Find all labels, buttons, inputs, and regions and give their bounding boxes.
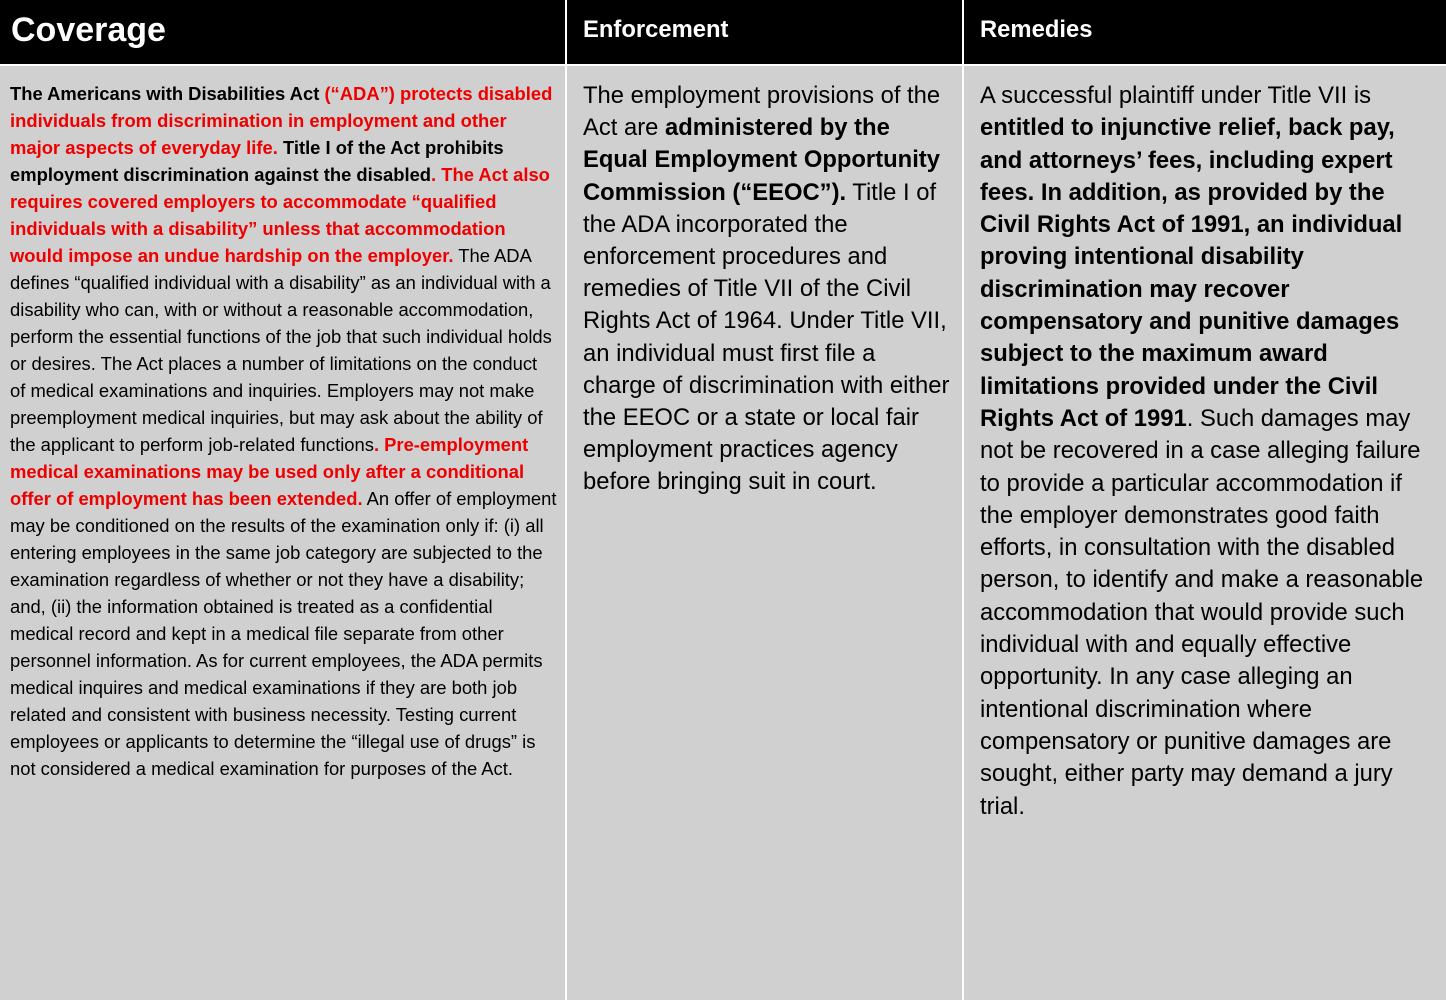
remedies-cell: [964, 66, 1446, 1000]
remedies-text-2: entitled to injunctive relief, back pay, and attorneys’ fees, including expert fees. In addition, as provided by the Civil Rights Act of 1991, an individual proving intentional disability discrimination may recover compensatory and punitive damages subject to the maximum award limitations provided under the Civil Rights Act of 1991: [980, 114, 1403, 432]
remedies-text-1: A successful plaintiff under Title VII is: [980, 82, 1372, 109]
remedies-text-3: . Such damages may not be recovered in a case alleging failure to provide a particular accommodation if the employer demonstrates good faith efforts, in consultation with the disabled person, to identify and make a reasonable accommodation that would provide such individual with and equally effective opportunity. In any case alleging an intentional discrimination where compensatory or punitive damages are sought, either party may demand a jury trial.: [980, 404, 1424, 820]
header-coverage: Coverage: [0, 0, 565, 64]
coverage-text-6: . Pre-employment medical examinations may be used only after a conditional offer of employment has been extended.: [10, 434, 529, 509]
coverage-text-3: Title I of the Act prohibits employment discrimination against the disabled: [10, 137, 504, 185]
coverage-text-5: The ADA defines “qualified individual with a disability” as an individual with a disability who can, with or without a reasonable accommodation, perform the essential functions of the job that such individual holds or desires. The Act places a number of limitations on the conduct of medical examinations and inquiries. Employers may not make preemployment medical inquiries, but may ask about the ability of the applicant to perform job-related functions: [10, 245, 552, 455]
coverage-text-2: (“ADA”) protects disabled individuals from discrimination in employment and other major aspects of everyday life.: [10, 83, 553, 158]
enforcement-text-3: Title I of the ADA incorporated the enforcement procedures and remedies of Title VII of the Civil Rights Act of 1964. Under Title VII, an individual must first file a charge of discrimination with either the EEOC or a state or local fair employment practices agency before bringing suit in court.: [583, 178, 950, 496]
enforcement-text-2: administered by the Equal Employment Opportunity Commission (“EEOC”).: [583, 114, 940, 206]
header-remedies: Remedies: [964, 0, 1446, 64]
coverage-text-7: An offer of employment may be conditioned on the results of the examination only if: (i) all entering employees in the same job category are subjected to the examination regardless of whether or not they have a disability; and, (ii) the information obtained is treated as a confidential medical record and kept in a medical file separate from other personnel information. As for current employees, the ADA permits medical inquires and medical examinations if they are both job related and consistent with business necessity. Testing current employees or applicants to determine the “illegal use of drugs” is not considered a medical examination for purposes of the Act.: [10, 488, 557, 779]
enforcement-cell: [567, 66, 962, 1000]
coverage-cell: [0, 66, 565, 1000]
enforcement-text-1: The employment provisions of the Act are: [583, 82, 941, 142]
header-enforcement: Enforcement: [567, 0, 962, 64]
coverage-text-4: . The Act also requires covered employers to accommodate “qualified individuals with a disability” unless that accommodation would impose an undue hardship on the employer.: [10, 164, 550, 266]
coverage-text-1: The Americans with Disabilities Act: [10, 83, 325, 104]
